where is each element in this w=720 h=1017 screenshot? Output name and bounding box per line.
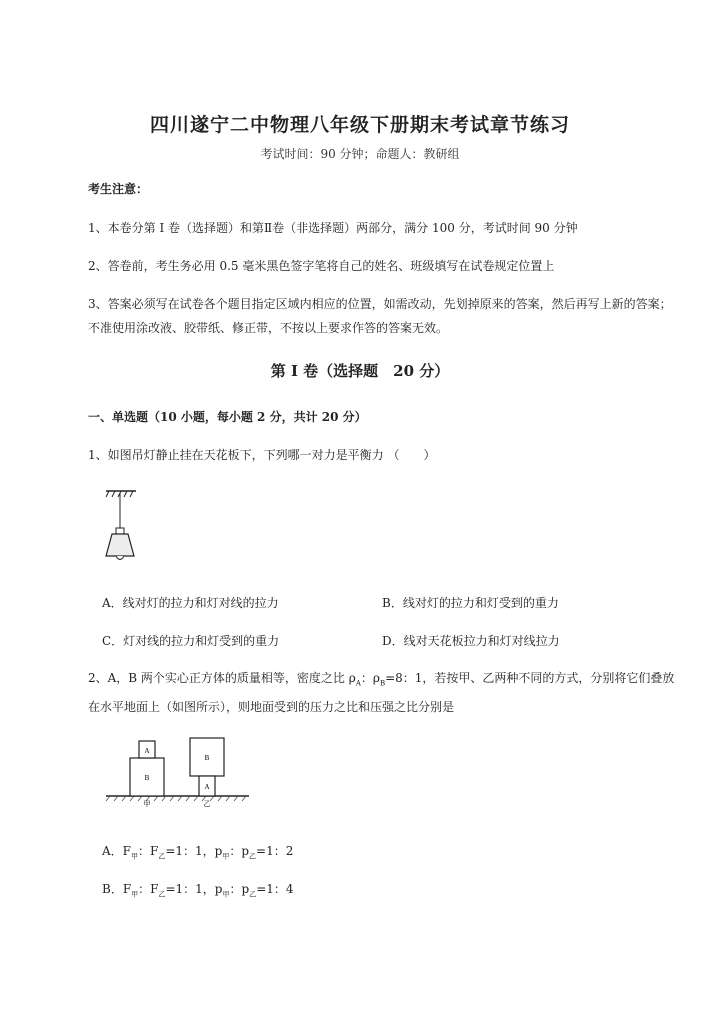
question-2-option-b: B．$F_甲$：$F_乙=1$：1，$p_甲$：$p_乙=1$：4 — [102, 882, 294, 899]
question-1-option-c: C．灯对线的拉力和灯受到的重力 — [102, 634, 280, 648]
notice-label: 考生注意： — [88, 182, 149, 196]
question-2-stem: 2、A，B 两个实心正方体的质量相等，密度之比 $\rho_A$：$\rho_B=8$：1，若按甲、乙两种不同的方式，分别将它们叠放在水平地面上（如图所示），则地面受到的压力之比和压强之比分别是 — [88, 671, 675, 715]
notice-rule-1: 1、本卷分第 I 卷（选择题）和第Ⅱ卷（非选择题）两部分，满分 100 分，考试时间 90 分钟 — [88, 221, 578, 235]
cube-a-label-jia: A — [144, 747, 150, 755]
section-title: 第 I 卷（选择题 20 分） — [270, 362, 450, 380]
question-1-option-a: A．线对灯的拉力和灯对线的拉力 — [102, 596, 279, 610]
cube-a-label-yi: A — [204, 783, 210, 791]
page-title: 四川遂宁二中物理八年级下册期末考试章节练习 — [149, 114, 570, 136]
question-2-option-a: A．$F_甲$：$F_乙=1$：1，$p_甲$：$p_乙=1$：2 — [102, 844, 294, 861]
question-1-stem: 1、如图吊灯静止挂在天花板下，下列哪一对力是平衡力 （ ） — [88, 448, 436, 462]
exam-info: 考试时间：90 分钟；命题人：教研组 — [260, 147, 460, 161]
cube-b-label-yi: B — [204, 754, 210, 762]
question-1-option-b: B．线对灯的拉力和灯受到的重力 — [382, 596, 559, 610]
hanging-lamp-figure — [100, 488, 150, 572]
notice-rule-3: 3、答案必须写在试卷各个题目指定区域内相应的位置，如需改动，先划掉原来的答案，然后再写上新的答案；不准使用涂改液、胶带纸、修正带，不按以上要求作答的答案无效。 — [88, 297, 672, 335]
stacked-cubes-figure — [104, 736, 254, 808]
label-jia: 甲 — [143, 800, 151, 808]
cube-b-label-jia: B — [144, 774, 150, 782]
notice-rule-2: 2、答卷前，考生务必用 0.5 毫米黑色签字笔将自己的姓名、班级填写在试卷规定位置上 — [88, 259, 555, 273]
label-yi: 乙 — [203, 800, 211, 808]
question-1-option-d: D．线对天花板拉力和灯对线拉力 — [382, 634, 560, 648]
subsection-title: 一、单选题（10 小题，每小题 2 分，共计 20 分） — [88, 410, 367, 424]
